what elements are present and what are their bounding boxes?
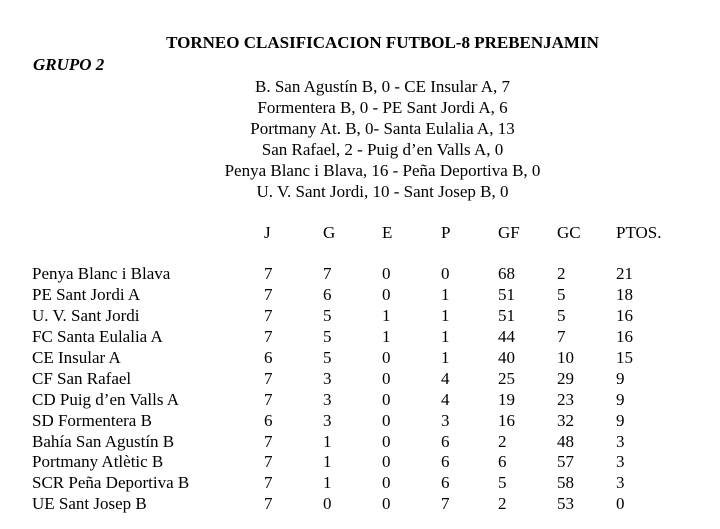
team-name: SD Formentera B [32, 410, 152, 430]
header-lost: P [441, 223, 451, 242]
match-result: U. V. Sant Jordi, 10 - Sant Josep B, 0 [256, 182, 509, 201]
team-name: CD Puig d’en Valls A [32, 389, 180, 409]
goals-for-value: 51 [498, 305, 515, 325]
goals-against-value: 57 [557, 452, 574, 472]
lost-value: 4 [441, 389, 450, 409]
goals-for-value: 6 [498, 452, 507, 472]
team-name: Portmany Atlètic B [32, 452, 164, 472]
table-row [0, 348, 720, 369]
played-value: 6 [264, 347, 273, 367]
team-name: CF San Rafael [32, 368, 132, 388]
goals-against-value: 2 [557, 264, 566, 283]
drawn-value: 0 [382, 473, 391, 493]
won-value: 3 [323, 389, 332, 409]
played-value: 7 [264, 473, 273, 493]
table-row [0, 390, 720, 411]
goals-for-value: 16 [498, 410, 515, 430]
team-name: UE Sant Josep B [32, 494, 147, 514]
drawn-value: 1 [382, 305, 391, 325]
header-goals-for: GF [498, 223, 520, 242]
lost-value: 1 [441, 326, 450, 346]
table-row [0, 285, 720, 306]
goals-for-value: 68 [498, 264, 515, 283]
points-value: 16 [616, 305, 633, 325]
drawn-value: 0 [382, 264, 391, 283]
lost-value: 4 [441, 368, 450, 388]
table-row [0, 473, 720, 494]
points-value: 9 [616, 410, 625, 430]
match-result: Portmany At. B, 0- Santa Eulalia A, 13 [250, 119, 515, 138]
points-value: 9 [616, 368, 625, 388]
table-row [0, 327, 720, 348]
lost-value: 6 [441, 452, 450, 472]
goals-for-value: 2 [498, 431, 507, 451]
won-value: 5 [323, 305, 332, 325]
lost-value: 6 [441, 473, 450, 493]
points-value: 3 [616, 452, 625, 472]
played-value: 7 [264, 305, 273, 325]
table-row [0, 369, 720, 390]
team-name: U. V. Sant Jordi [32, 305, 140, 325]
goals-against-value: 58 [557, 473, 574, 493]
played-value: 7 [264, 494, 273, 514]
team-name: Penya Blanc i Blava [32, 264, 171, 283]
played-value: 7 [264, 452, 273, 472]
drawn-value: 0 [382, 368, 391, 388]
played-value: 7 [264, 389, 273, 409]
goals-against-value: 48 [557, 431, 574, 451]
points-value: 0 [616, 494, 625, 514]
header-played: J [264, 223, 271, 242]
won-value: 6 [323, 284, 332, 304]
goals-for-value: 44 [498, 326, 515, 346]
points-value: 18 [616, 284, 633, 304]
group-heading: GRUPO 2 [33, 55, 105, 74]
table-row [0, 452, 720, 473]
team-name: FC Santa Eulalia A [32, 326, 163, 346]
drawn-value: 0 [382, 284, 391, 304]
points-value: 3 [616, 431, 625, 451]
team-name: Bahía San Agustín B [32, 431, 175, 451]
goals-against-value: 10 [557, 347, 574, 367]
lost-value: 1 [441, 284, 450, 304]
played-value: 7 [264, 368, 273, 388]
won-value: 1 [323, 431, 332, 451]
drawn-value: 0 [382, 410, 391, 430]
drawn-value: 0 [382, 452, 391, 472]
goals-against-value: 29 [557, 368, 574, 388]
goals-for-value: 2 [498, 494, 507, 514]
document-title: TORNEO CLASIFICACION FUTBOL-8 PREBENJAMIN [166, 33, 599, 52]
points-value: 21 [616, 264, 633, 283]
header-drawn: E [382, 223, 393, 242]
points-value: 9 [616, 389, 625, 409]
table-row [0, 432, 720, 453]
won-value: 0 [323, 494, 332, 514]
lost-value: 3 [441, 410, 450, 430]
lost-value: 1 [441, 347, 450, 367]
table-row [0, 494, 720, 515]
match-results [0, 76, 720, 202]
standings-table [0, 264, 720, 515]
match-result: Penya Blanc i Blava, 16 - Peña Deportiva B, 0 [224, 161, 541, 180]
drawn-value: 1 [382, 326, 391, 346]
table-row [0, 411, 720, 432]
drawn-value: 0 [382, 431, 391, 451]
won-value: 3 [323, 368, 332, 388]
lost-value: 0 [441, 264, 450, 283]
won-value: 7 [323, 264, 332, 283]
goals-for-value: 5 [498, 473, 507, 493]
lost-value: 6 [441, 431, 450, 451]
goals-against-value: 5 [557, 284, 566, 304]
points-value: 3 [616, 473, 625, 493]
played-value: 7 [264, 326, 273, 346]
won-value: 1 [323, 473, 332, 493]
played-value: 7 [264, 284, 273, 304]
goals-for-value: 25 [498, 368, 515, 388]
goals-against-value: 5 [557, 305, 566, 325]
played-value: 7 [264, 264, 273, 283]
drawn-value: 0 [382, 494, 391, 514]
goals-against-value: 7 [557, 326, 566, 346]
drawn-value: 0 [382, 389, 391, 409]
won-value: 5 [323, 347, 332, 367]
match-result: Formentera B, 0 - PE Sant Jordi A, 6 [257, 98, 508, 117]
team-name: SCR Peña Deportiva B [32, 473, 190, 493]
goals-for-value: 51 [498, 284, 515, 304]
lost-value: 7 [441, 494, 450, 514]
goals-for-value: 19 [498, 389, 515, 409]
match-result: B. San Agustín B, 0 - CE Insular A, 7 [254, 77, 510, 96]
won-value: 1 [323, 452, 332, 472]
header-goals-against: GC [557, 223, 581, 242]
goals-against-value: 53 [557, 494, 574, 514]
goals-against-value: 23 [557, 389, 574, 409]
goals-against-value: 32 [557, 410, 574, 430]
table-row [0, 264, 720, 285]
played-value: 7 [264, 431, 273, 451]
header-won: G [323, 223, 336, 242]
team-name: PE Sant Jordi A [32, 284, 141, 304]
points-value: 16 [616, 326, 633, 346]
table-row [0, 306, 720, 327]
won-value: 3 [323, 410, 332, 430]
goals-for-value: 40 [498, 347, 515, 367]
played-value: 6 [264, 410, 273, 430]
header-points: PTOS. [616, 223, 662, 242]
team-name: CE Insular A [32, 347, 121, 367]
lost-value: 1 [441, 305, 450, 325]
won-value: 5 [323, 326, 332, 346]
match-result: San Rafael, 2 - Puig d’en Valls A, 0 [261, 140, 504, 159]
points-value: 15 [616, 347, 633, 367]
drawn-value: 0 [382, 347, 391, 367]
